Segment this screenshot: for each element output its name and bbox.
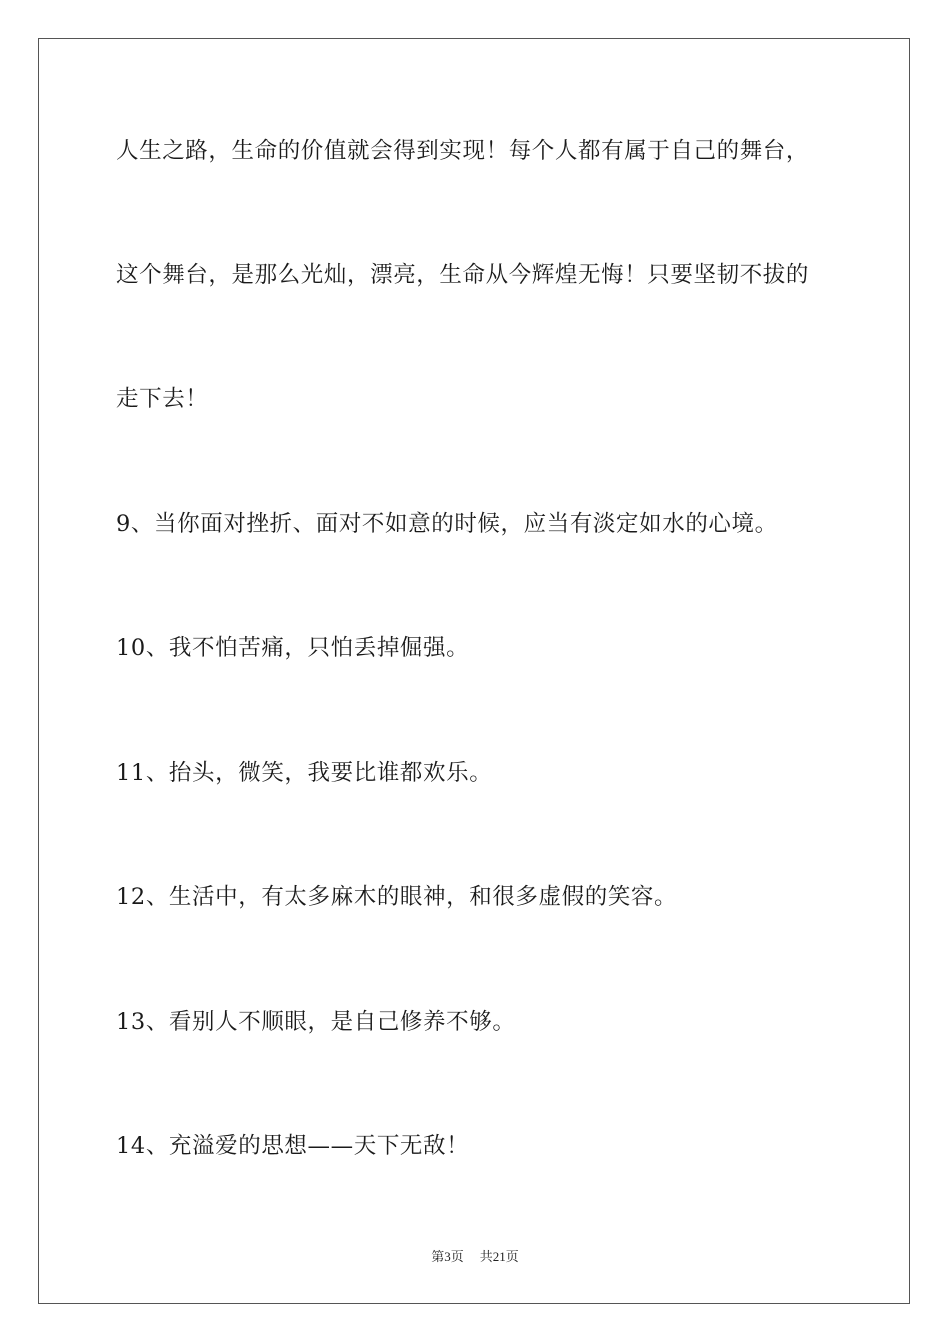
list-item: 12、生活中，有太多麻木的眼神，和很多虚假的笑容。 [116, 884, 678, 910]
list-item: 14、充溢爱的思想——天下无敌！ [116, 1133, 470, 1159]
total-page-count: 共21页 [479, 1249, 519, 1264]
current-page-number: 第3页 [431, 1249, 464, 1264]
paragraph-line: 走下去！ [116, 386, 209, 412]
paragraph-line: 人生之路，生命的价值就会得到实现！每个人都有属于自己的舞台， [116, 138, 810, 164]
list-item: 13、看别人不顺眼，是自己修养不够。 [116, 1009, 516, 1035]
list-item: 11、抬头，微笑，我要比谁都欢乐。 [116, 760, 493, 786]
list-item: 9、当你面对挫折、面对不如意的时候，应当有淡定如水的心境。 [116, 511, 778, 537]
list-item: 10、我不怕苦痛，只怕丢掉倔强。 [116, 635, 470, 661]
paragraph-line: 这个舞台，是那么光灿，漂亮，生命从今辉煌无悔！只要坚韧不拔的 [116, 262, 810, 288]
page-footer [0, 1248, 950, 1266]
page-border [38, 38, 910, 1304]
